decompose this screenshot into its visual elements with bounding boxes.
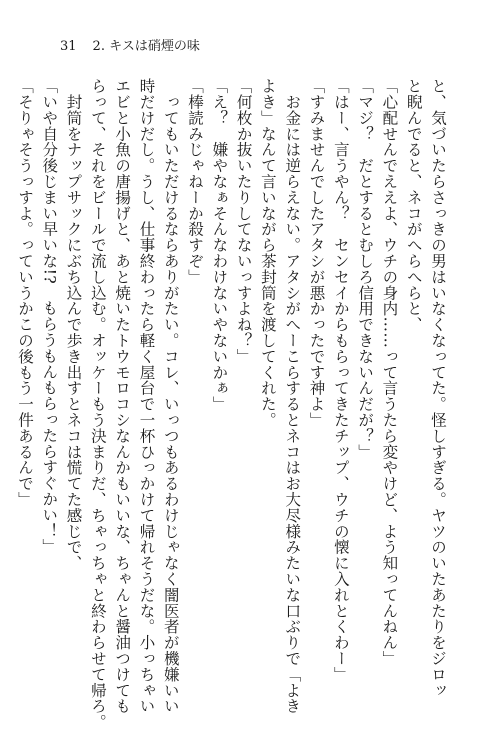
text-line: 封筒をナップサックにぶち込んで歩き出すとネコは慌てた感じで、 bbox=[64, 78, 83, 571]
text-line: 「はー、言うやん？ センセイからもらってきたチップ、ウチの懐に入れとくわー」 bbox=[331, 78, 350, 683]
text-line: らって、それをビールで流し込む。オッケーもう決まりだ、ちゃっちゃと終わらせて帰ろ。 bbox=[88, 78, 107, 730]
text-line: と、気づいたらさっきの男はいなくなってた。怪しすぎる。ヤツのいたあたりをジロッ bbox=[429, 78, 447, 699]
text-line: よき」なんて言いながら茶封筒を渡してくれた。 bbox=[258, 78, 277, 428]
running-header bbox=[60, 38, 440, 56]
text-line: 「え？ 嫌やなぁそんなわけないやないかぁ」 bbox=[210, 78, 229, 412]
chapter-title: 2. キスは硝煙の味 bbox=[92, 39, 200, 54]
text-line: 「すみませんでしたアタシが悪かったです神よ」 bbox=[307, 78, 326, 428]
text-line: 「マジ？ だとするとむしろ信用できないんだが？」 bbox=[356, 78, 375, 460]
text-line: 「いや自分後じまい早いな!? もらうもんもらったらすぐかい！」 bbox=[40, 78, 59, 555]
text-line: ってもいただけるならありがたい。コレ、いっつもあるわけじゃなく闇医者が機嫌いい bbox=[161, 78, 180, 714]
text-line: お金には逆らえない。アタシがへーこらするとネコはお大尽様みたいな口ぶりで「よき bbox=[283, 78, 302, 714]
text-line: 「棒読みじゃねーか殺すぞ」 bbox=[186, 78, 205, 285]
text-line: 時だけだし。うし、仕事終わったら軽く屋台で一杯ひっかけて帰れそうだな。小っちゃい bbox=[137, 78, 156, 714]
text-line: と睨んでると、ネコがへらへらと、 bbox=[404, 78, 423, 333]
text-line: 「何枚か抜いたりしてないっすよね？」 bbox=[234, 78, 253, 365]
text-line: 「心配せんでええよ、ウチの身内……って言うたら変やけど、よう知ってんねん」 bbox=[380, 78, 399, 667]
text-line: エビと小魚の唐揚げと、あと焼いたトウモロコシなんかもいいな、ちゃんと醤油つけても bbox=[113, 78, 132, 714]
page-number: 31 bbox=[60, 39, 77, 54]
vertical-body-text bbox=[15, 78, 450, 730]
text-line: 「そりゃそうっすよ。っていうかこの後もう一件あるんで」 bbox=[15, 78, 34, 508]
